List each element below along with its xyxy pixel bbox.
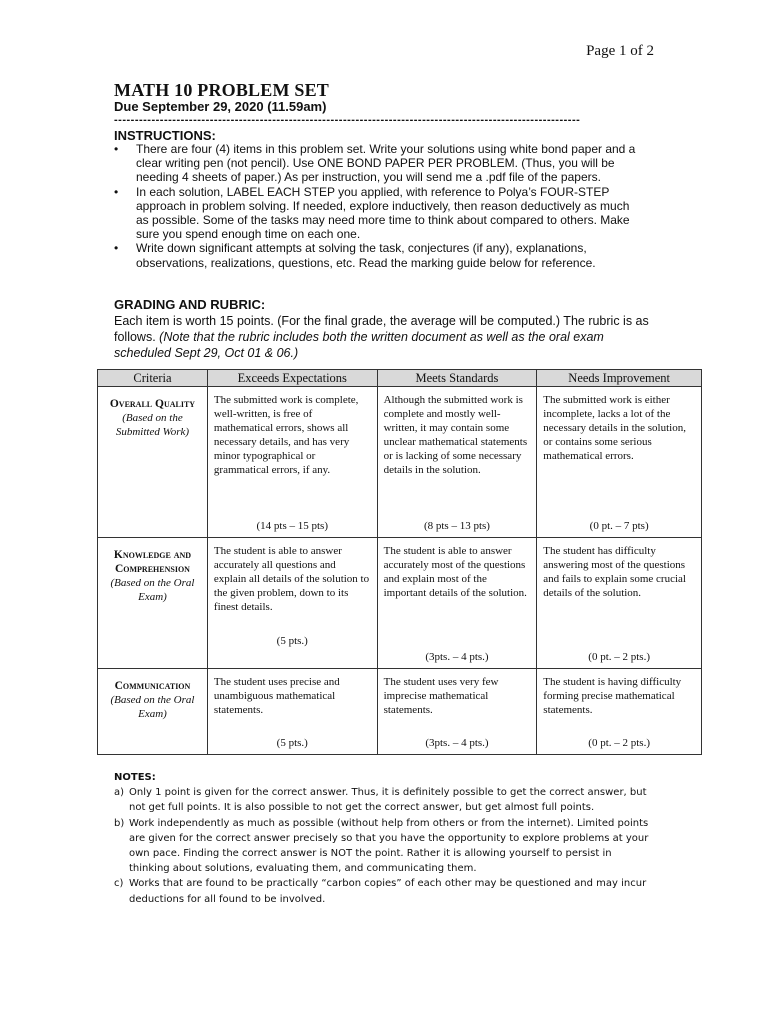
rubric-row: [98, 538, 702, 669]
exceeds-description: The student uses precise and unambiguous mathematical statements.: [213, 676, 340, 716]
instruction-item: • There are four (4) items in this problem set. Write your solutions using white bond paper and a clear writing pen (not pencil). Use ONE BOND PAPER PER PROBLEM. (Thus, you will be needing 4 sheets of paper.) As per instruction, you will send me a .pdf file of the papers.: [114, 142, 644, 185]
note-text: Work independently as much as possible (without help from others or from the internet). Limited points are given for the correct answer precisely so that you have the opportunity to explore problems at your own pace. Finding the correct answer is NOT the point. Rather it is allowing yourself to persist in thinking about solutions, evaluating them, and communicating them.: [129, 817, 649, 875]
note-label: b): [114, 817, 125, 829]
note-text: Only 1 point is given for the correct answer. Thus, it is definitely possible to get the correct answer, but not get full points. It is also possible to not get the correct answer, but get almost full points.: [129, 787, 647, 814]
needs-points: (0 pt. – 7 pts): [589, 520, 649, 532]
needs-points: (0 pt. – 2 pts.): [588, 737, 651, 749]
notes-heading: NOTES:: [114, 772, 156, 783]
meets-points: (3pts. – 4 pts.): [425, 651, 489, 663]
meets-points: (3pts. – 4 pts.): [425, 737, 489, 749]
note-item: [114, 785, 654, 815]
rubric-row: [98, 387, 702, 538]
document-title: MATH 10 PROBLEM SET: [114, 80, 329, 100]
grading-text: Each item is worth 15 points. (For the final grade, the average will be computed.) The rubric is as follows.: [114, 314, 649, 344]
needs-description: The student has difficulty answering most of the questions and fails to explain some crucial details of the solution.: [543, 545, 686, 599]
instruction-item: • In each solution, LABEL EACH STEP you applied, with reference to Polya’s FOUR-STEP approach in problem solving. If needed, explore inductively, then reason deductively as much as possible. Some of the tasks may need more time to think about compared to others. Make sure you spend enough time on each one.: [114, 185, 644, 242]
dashed-divider: ----------------------------------------------------------------------------------------------------------------: [114, 114, 581, 126]
header-exceeds: Exceeds Expectations: [207, 370, 377, 387]
instruction-item: • Write down significant attempts at solving the task, conjectures (if any), explanations, observations, realizations, questions, etc. Read the marking guide below for reference.: [114, 241, 644, 269]
criterion-name: Knowledge and Comprehension: [113, 549, 192, 575]
meets-points: (8 pts – 13 pts): [423, 520, 490, 532]
page-number: Page 1 of 2: [586, 43, 654, 59]
note-label: a): [114, 787, 125, 799]
grading-heading: GRADING AND RUBRIC:: [114, 297, 266, 312]
note-item: [114, 816, 654, 877]
exceeds-points: (14 pts – 15 pts): [256, 520, 328, 532]
notes-list: [114, 785, 654, 907]
notes-section: [114, 770, 654, 907]
note-item: [114, 876, 654, 906]
rubric-header-row: [98, 370, 702, 387]
meets-description: Although the submitted work is complete and mostly well-written, it may contain some unclear mathematical statements or is lacking of some necessary details in the solution.: [383, 394, 528, 476]
note-text: Works that are found to be practically “carbon copies” of each other may be questioned and may incur deductions for all found to be involved.: [129, 878, 647, 905]
exceeds-points: (5 pts.): [276, 737, 308, 749]
due-date: Due September 29, 2020 (11.59am): [114, 99, 327, 114]
header-meets: Meets Standards: [377, 370, 537, 387]
exceeds-description: The submitted work is complete, well-written, is free of mathematical errors, shows all necessary details, and has very minor typographical or grammatical errors, if any.: [213, 394, 359, 476]
criterion-basis: (Based on the Submitted Work): [115, 412, 190, 438]
criterion-basis: (Based on the Oral Exam): [110, 694, 195, 720]
header-criteria: Criteria: [98, 370, 208, 387]
criterion-basis: (Based on the Oral Exam): [110, 577, 195, 603]
meets-description: The student uses very few imprecise mathematical statements.: [383, 676, 499, 716]
note-label: c): [114, 878, 124, 890]
header-needs: Needs Improvement: [537, 370, 702, 387]
criterion-name: Overall Quality: [109, 398, 196, 410]
instructions-list: [114, 142, 644, 270]
needs-description: The student is having difficulty forming precise mathematical statements.: [543, 676, 682, 716]
rubric-table: [97, 369, 702, 755]
grading-description: [114, 313, 654, 361]
exceeds-points: (5 pts.): [276, 635, 308, 647]
needs-description: The submitted work is either incomplete, lacks a lot of the necessary details in the solution, or contains some serious mathematical errors.: [543, 394, 686, 462]
needs-points: (0 pt. – 2 pts.): [588, 651, 651, 663]
rubric-row: [98, 669, 702, 755]
instructions-heading: INSTRUCTIONS:: [114, 128, 216, 143]
meets-description: The student is able to answer accurately most of the questions and explain most of the important details of the solution.: [383, 545, 527, 599]
criterion-name: Communication: [114, 680, 191, 692]
exceeds-description: The student is able to answer accurately all questions and explain all details of the solution to the given problem, down to its finest details.: [213, 545, 370, 613]
grading-note: (Note that the rubric includes both the written document as well as the oral exam scheduled Sept 29, Oct 01 & 06.): [114, 330, 604, 360]
